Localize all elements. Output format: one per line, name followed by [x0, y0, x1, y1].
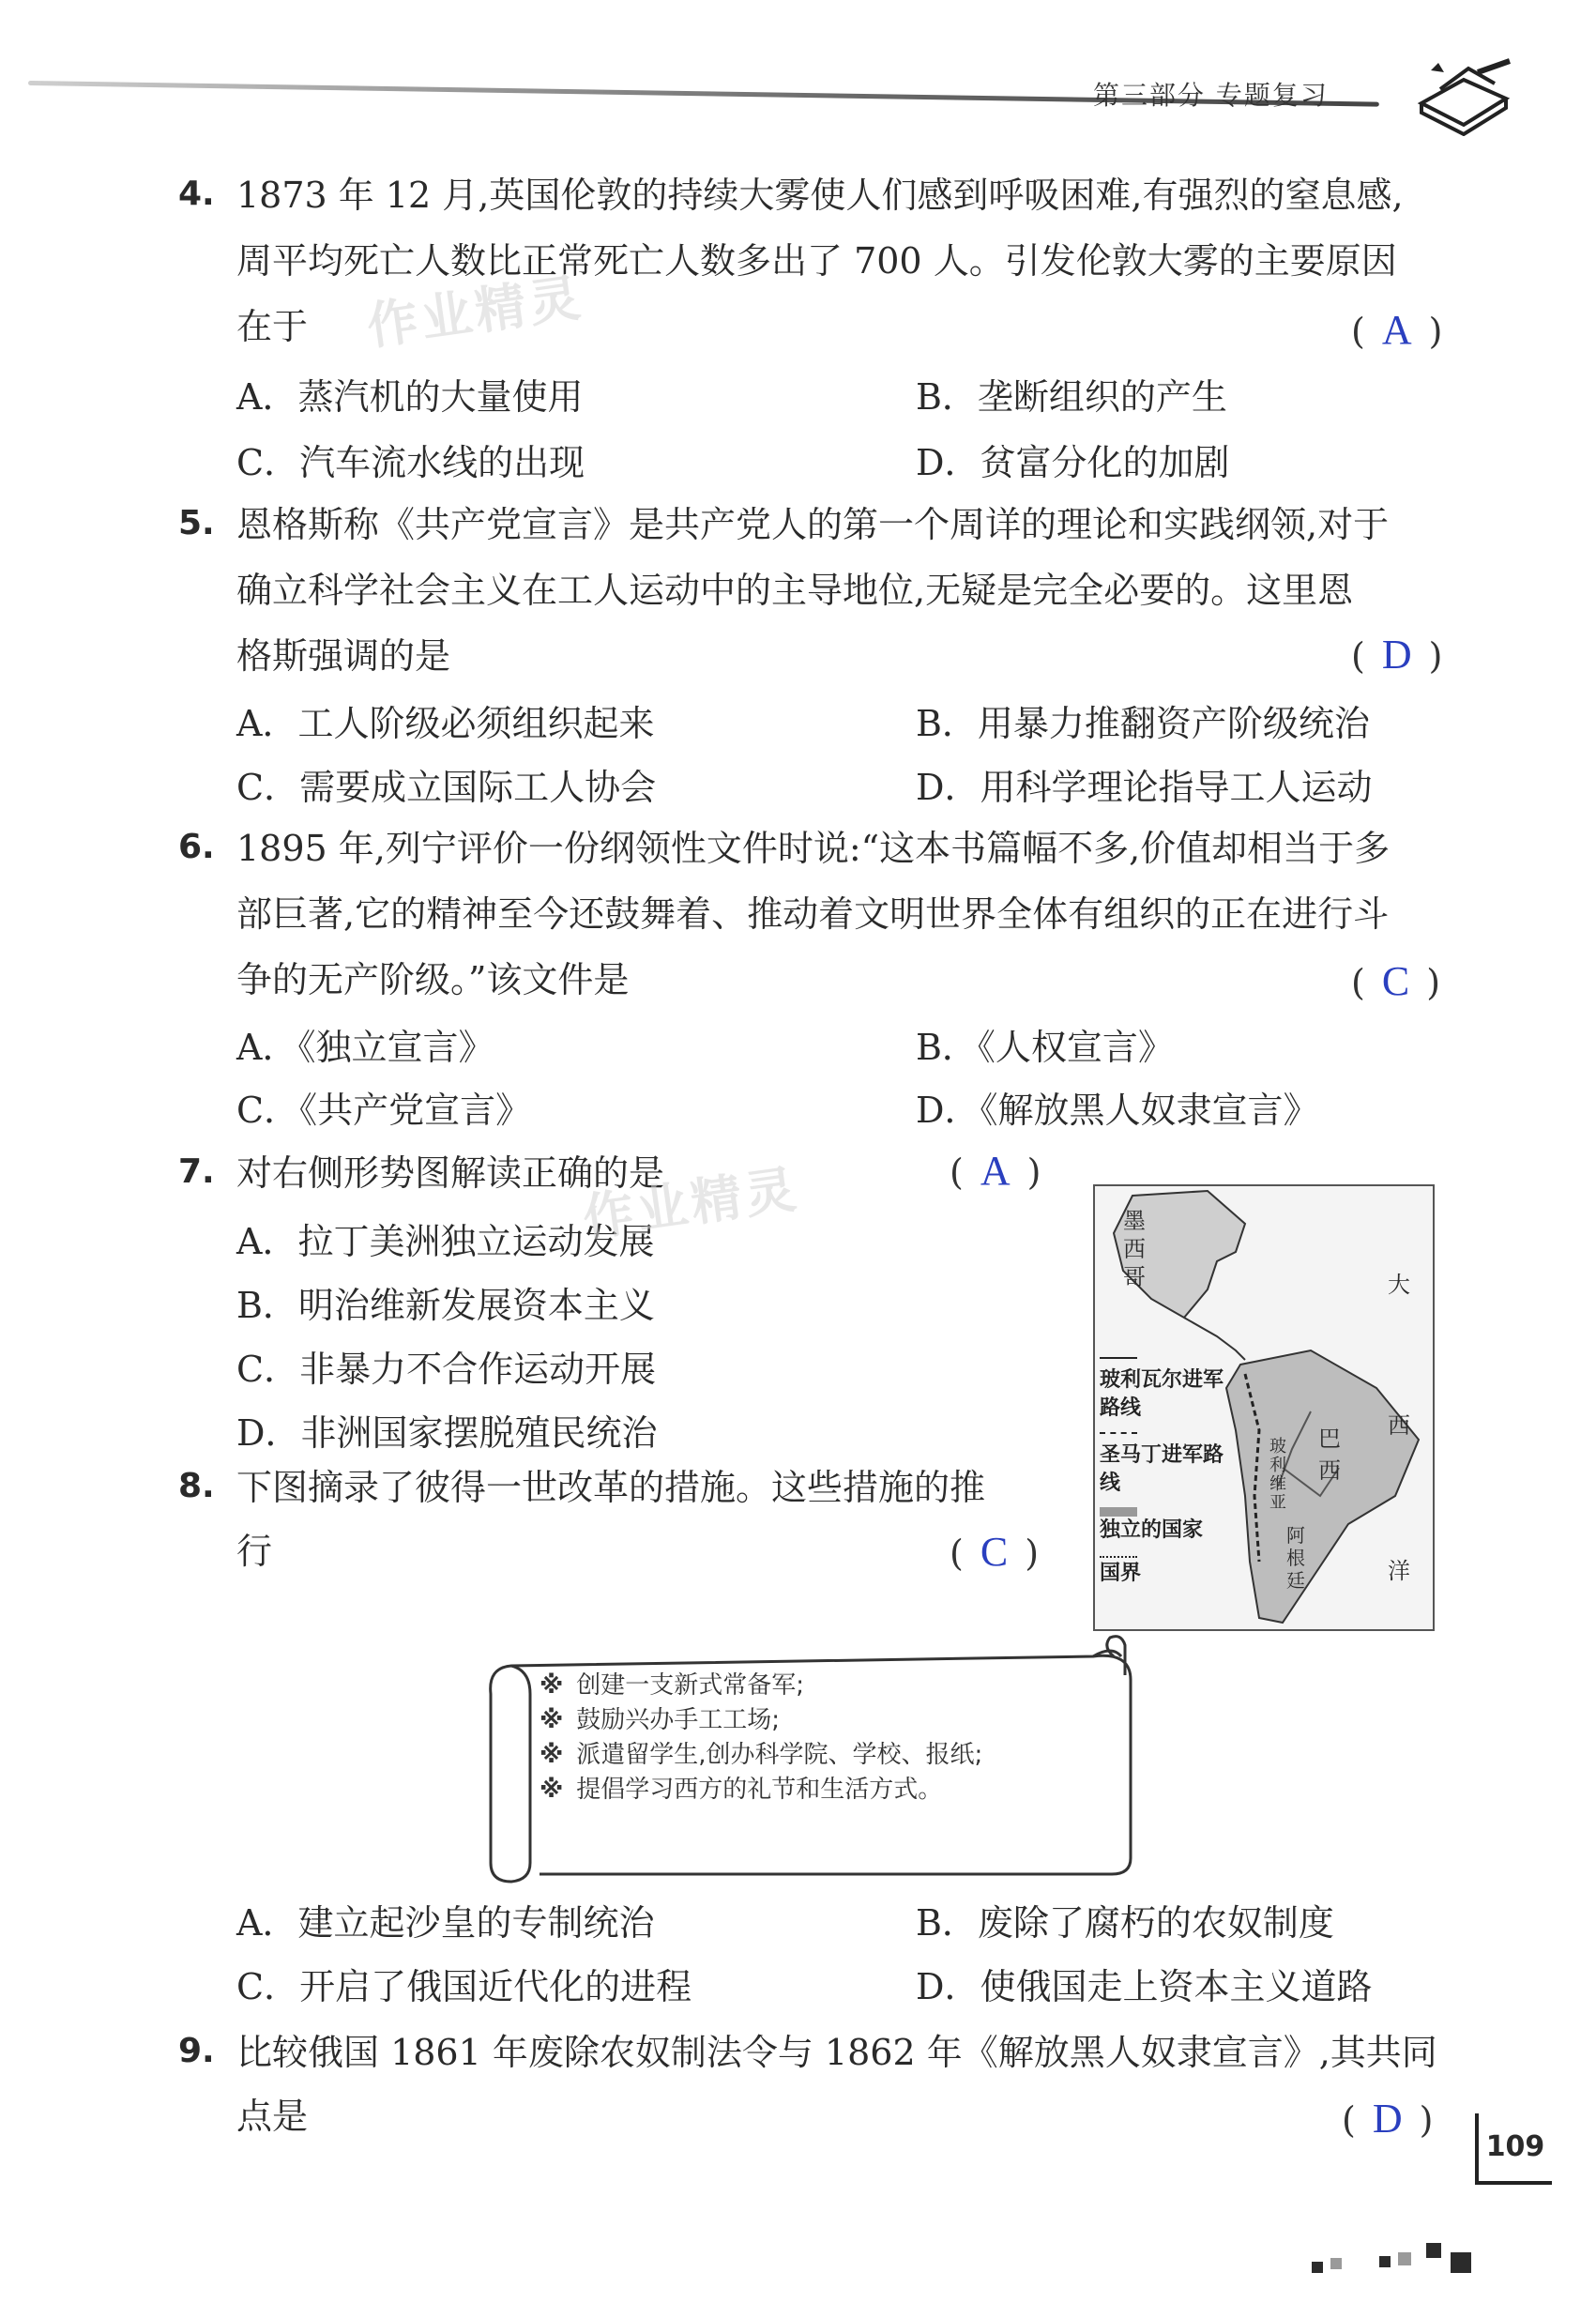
answer-bracket: ( D ) — [1342, 2096, 1434, 2142]
option-b: B．废除了腐朽的农奴制度 — [916, 1902, 1334, 1944]
watermark: 作业精灵 — [579, 1159, 803, 1248]
decor-square — [1330, 2258, 1342, 2269]
header-section-title: 第三部分 专题复习 — [1093, 80, 1329, 111]
map-label-ocean: 大 — [1388, 1272, 1410, 1298]
page-number: 109 — [1475, 2113, 1552, 2185]
option-b: B．明治维新发展资本主义 — [236, 1285, 655, 1326]
question-number: 5. — [178, 504, 215, 542]
option-a: A．《独立宣言》 — [236, 1027, 494, 1068]
question-stem-line: 对右侧形势图解读正确的是 — [236, 1152, 665, 1194]
option-b: B．垄断组织的产生 — [916, 376, 1227, 418]
option-a: A．拉丁美洲独立运动发展 — [236, 1221, 655, 1262]
answer-letter: C — [980, 1529, 1009, 1575]
list-item: ※ 鼓励兴办手工工场; — [540, 1706, 781, 1734]
list-marker: ※ — [540, 1776, 564, 1804]
decor-square — [1426, 2243, 1441, 2258]
answer-letter: A — [1381, 307, 1412, 353]
map-label-argentina: 阿根廷 — [1286, 1524, 1305, 1592]
question-stem-line: 格斯强调的是 — [236, 635, 451, 677]
question-number: 4. — [178, 175, 215, 213]
decor-square — [1312, 2262, 1323, 2273]
option-d: D．使俄国走上资本主义道路 — [916, 1966, 1373, 2007]
question-number: 6. — [178, 828, 215, 866]
answer-bracket: ( A ) — [1351, 307, 1443, 353]
decor-square — [1398, 2252, 1411, 2265]
list-marker: ※ — [540, 1671, 564, 1700]
books-pencil-icon — [1412, 52, 1515, 136]
question-number: 7. — [178, 1152, 215, 1191]
map-legend — [1100, 1351, 1229, 1619]
list-item: ※ 派遣留学生,创办科学院、学校、报纸; — [540, 1741, 983, 1769]
option-a: A．工人阶级必须组织起来 — [236, 703, 655, 744]
question-stem-line: 在于 — [236, 306, 309, 347]
question-stem-line: 确立科学社会主义在工人运动中的主导地位,无疑是完全必要的。这里恩 — [236, 570, 1354, 611]
legend-item: 圣马丁进军路线 — [1100, 1443, 1224, 1495]
legend-swatch-icon — [1100, 1507, 1137, 1517]
legend-item: 玻利瓦尔进军路线 — [1100, 1368, 1224, 1420]
question-stem-line: 点是 — [236, 2096, 309, 2137]
question-stem-line: 周平均死亡人数比正常死亡人数多出了 700 人。引发伦敦大雾的主要原因 — [236, 240, 1397, 282]
question-stem-line: 比较俄国 1861 年废除农奴制法令与 1862 年《解放黑人奴隶宣言》,其共同 — [236, 2032, 1437, 2073]
map-label-ocean: 洋 — [1388, 1558, 1410, 1584]
answer-letter: A — [980, 1148, 1011, 1194]
option-a: A．蒸汽机的大量使用 — [236, 376, 584, 418]
legend-arrow-icon — [1100, 1357, 1137, 1366]
list-marker: ※ — [540, 1741, 564, 1769]
map-label-mexico: 墨西哥 — [1123, 1208, 1146, 1290]
legend-dashed-arrow-icon — [1100, 1432, 1137, 1441]
option-c: C．《共产党宣言》 — [236, 1090, 532, 1131]
question-number: 8. — [178, 1467, 215, 1505]
option-c: C．非暴力不合作运动开展 — [236, 1349, 657, 1390]
option-c: C．需要成立国际工人协会 — [236, 767, 657, 808]
reform-measures-list — [540, 1669, 982, 1807]
option-d: D．《解放黑人奴隶宣言》 — [916, 1090, 1319, 1131]
question-stem-line: 恩格斯称《共产党宣言》是共产党人的第一个周详的理论和实践纲领,对于 — [236, 504, 1390, 545]
map-label-bolivia: 玻利维亚 — [1269, 1437, 1286, 1513]
legend-item: 独立的国家 — [1100, 1518, 1204, 1542]
option-b: B．用暴力推翻资产阶级统治 — [916, 703, 1370, 744]
question-stem-line: 下图摘录了彼得一世改革的措施。这些措施的推 — [236, 1467, 986, 1508]
question-stem-line: 部巨著,它的精神至今还鼓舞着、推动着文明世界全体有组织的正在进行斗 — [236, 893, 1390, 935]
answer-letter: C — [1381, 958, 1410, 1004]
option-b: B．《人权宣言》 — [916, 1027, 1174, 1068]
list-item: ※ 创建一支新式常备军; — [540, 1671, 805, 1700]
option-c: C．汽车流水线的出现 — [236, 442, 585, 483]
question-stem-line: 行 — [236, 1531, 273, 1572]
decor-square — [1451, 2252, 1471, 2273]
list-marker: ※ — [540, 1706, 564, 1734]
option-a: A．建立起沙皇的专制统治 — [236, 1902, 655, 1944]
answer-bracket: ( C ) — [950, 1529, 1040, 1575]
watermark: 作业精灵 — [363, 267, 587, 357]
answer-bracket: ( A ) — [950, 1148, 1041, 1194]
option-d: D．用科学理论指导工人运动 — [916, 767, 1373, 808]
list-item: ※ 提倡学习西方的礼节和生活方式。 — [540, 1776, 943, 1804]
question-stem-line: 1873 年 12 月,英国伦敦的持续大雾使人们感到呼吸困难,有强烈的窒息感, — [236, 175, 1404, 216]
legend-item: 国界 — [1100, 1562, 1142, 1585]
map-label-ocean: 西 — [1388, 1412, 1410, 1439]
answer-letter: D — [1372, 2096, 1403, 2142]
question-stem-line: 1895 年,列宁评价一份纲领性文件时说:“这本书篇幅不多,价值却相当于多 — [236, 828, 1391, 869]
decor-square — [1379, 2256, 1391, 2267]
question-stem-line: 争的无产阶级。”该文件是 — [236, 959, 630, 1000]
answer-bracket: ( C ) — [1351, 958, 1441, 1004]
option-d: D．贫富分化的加剧 — [916, 442, 1230, 483]
option-d: D．非洲国家摆脱殖民统治 — [236, 1412, 658, 1454]
option-c: C．开启了俄国近代化的进程 — [236, 1966, 692, 2007]
question-number: 9. — [178, 2032, 215, 2070]
map-label-brazil: 巴西 — [1318, 1426, 1341, 1484]
answer-bracket: ( D ) — [1351, 632, 1443, 678]
answer-letter: D — [1381, 632, 1412, 678]
